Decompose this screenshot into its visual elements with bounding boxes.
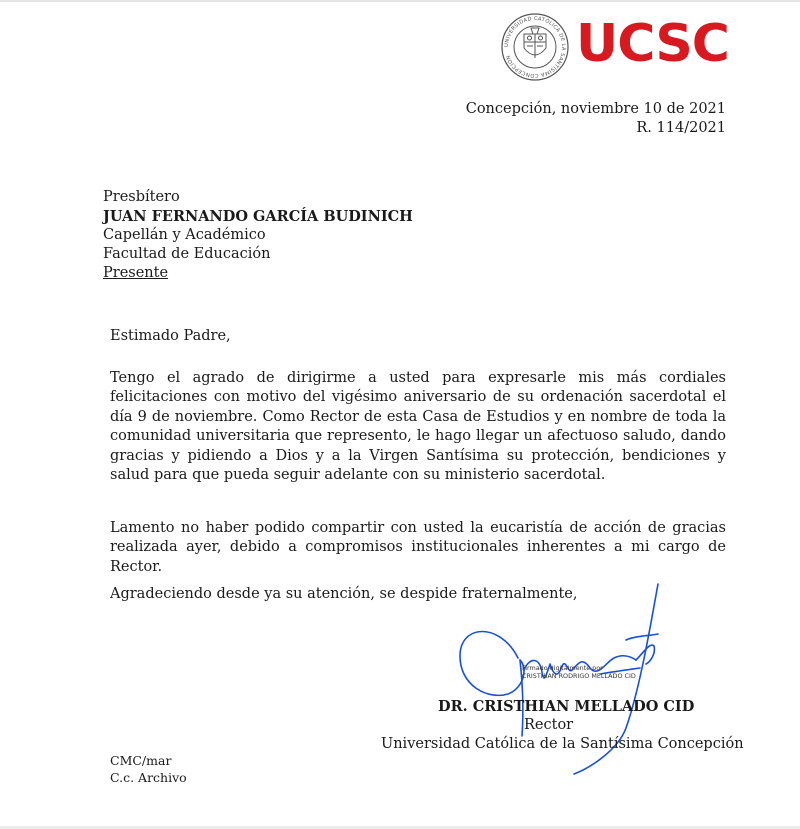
signatory-institution: Universidad Católica de la Santísima Concepción [381,736,744,752]
digital-signature-line-1: Firmado digitalmente por [522,664,603,672]
signatory-name: DR. CRISTHIAN MELLADO CID [438,698,695,715]
closing-line: Agradeciendo desde ya su atención, se despide fraternalmente, [110,586,578,602]
ucsc-logo: UCSC [576,14,729,74]
recipient-name: JUAN FERNANDO GARCÍA BUDINICH [103,208,413,225]
recipient-presente: Presente [103,265,169,281]
letter-date: Concepción, noviembre 10 de 2021 [465,101,726,117]
salutation: Estimado Padre, [110,328,231,344]
footer-initials: CMC/mar [110,753,172,768]
digital-signature-note [522,664,636,680]
seal-text: UNIVERSIDAD CATÓLICA DE LA SANTÍSIMA CONCEPCIÓN [503,15,567,79]
recipient-role: Capellán y Académico [103,227,266,243]
letter-reference: R. 114/2021 [636,120,726,136]
footer-copy: C.c. Archivo [110,770,187,785]
recipient-faculty: Facultad de Educación [103,246,271,262]
recipient-title: Presbítero [103,189,180,205]
body-paragraph-2: Lamento no haber podido compartir con usted la eucaristía de acción de gracias realizada ayer, debido a compromisos institucionales inherentes a mi cargo de Rector. [110,520,726,575]
digital-signature-line-2: CRISTHIAN RODRIGO MELLADO CID [522,672,636,680]
university-seal-icon [500,12,570,82]
top-border [0,0,800,2]
signatory-position: Rector [524,717,574,733]
body-paragraph-1: Tengo el agrado de dirigirme a usted para expresarle mis más cordiales felicitaciones con motivo del vigésimo aniversario de su ordenación sacerdotal el día 9 de noviembre. Como Rector de esta Casa de Estudios y en nombre de toda la comunidad universitaria que represento, le hago llegar un afectuoso saludo, dando gracias y pidiendo a Dios y a la Virgen Santísima su protección, bendiciones y salud para que pueda seguir adelante con su ministerio sacerdotal. [110,370,726,484]
